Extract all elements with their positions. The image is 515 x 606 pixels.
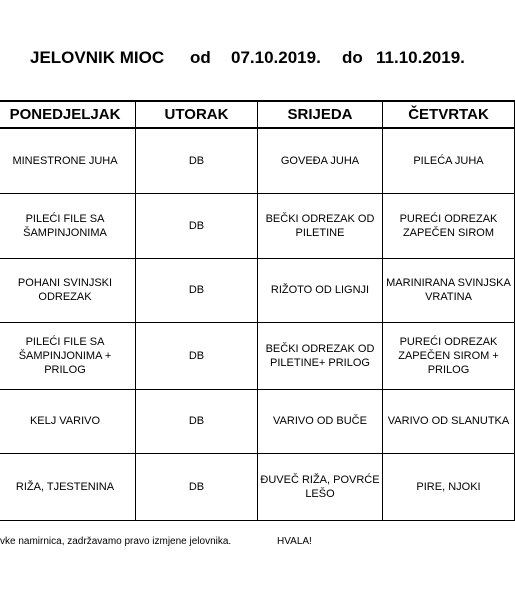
menu-cell: DB <box>136 453 258 520</box>
table-row <box>0 193 515 258</box>
menu-cell: KELJ VARIVO <box>0 389 136 453</box>
menu-cell: DB <box>136 322 258 389</box>
title-date-to: 11.10.2019. <box>376 48 465 67</box>
menu-cell: RIŽA, TJESTENINA <box>0 453 136 520</box>
menu-cell: POHANI SVINJSKI ODREZAK <box>0 258 136 322</box>
table-row <box>0 258 515 322</box>
menu-cell: MARINIRANA SVINJSKA VRATINA <box>383 258 515 322</box>
footer-text: vke namirnica, zadržavamo pravo izmjene jelovnika. <box>0 536 232 547</box>
title-date-from: 07.10.2019. <box>231 48 321 67</box>
menu-cell: RIŽOTO OD LIGNJI <box>258 258 383 322</box>
col-header-tuesday: UTORAK <box>136 101 258 128</box>
menu-cell: DB <box>136 193 258 258</box>
menu-cell: BEČKI ODREZAK OD PILETINE+ PRILOG <box>258 322 383 389</box>
col-header-thursday: ČETVRTAK <box>383 101 515 128</box>
col-header-wednesday: SRIJEDA <box>258 101 383 128</box>
table-row <box>0 128 515 193</box>
menu-table <box>0 100 515 521</box>
menu-cell: PILEĆI FILE SA ŠAMPINJONIMA <box>0 193 136 258</box>
col-header-monday: PONEDJELJAK <box>0 101 136 128</box>
menu-cell: GOVEĐA JUHA <box>258 128 383 193</box>
menu-cell: DB <box>136 389 258 453</box>
menu-cell: BEČKI ODREZAK OD PILETINE <box>258 193 383 258</box>
title-od: od <box>190 48 211 67</box>
menu-cell: VARIVO OD SLANUTKA <box>383 389 515 453</box>
menu-title <box>0 48 474 72</box>
menu-cell: DB <box>136 128 258 193</box>
table-row <box>0 453 515 520</box>
menu-cell: PIRE, NJOKI <box>383 453 515 520</box>
menu-cell: ĐUVEČ RIŽA, POVRĆE LEŠO <box>258 453 383 520</box>
header-row <box>0 101 515 128</box>
menu-cell: PILEĆI FILE SA ŠAMPINJONIMA + PRILOG <box>0 322 136 389</box>
menu-cell: DB <box>136 258 258 322</box>
menu-cell: PILEĆA JUHA <box>383 128 515 193</box>
menu-cell: VARIVO OD BUČE <box>258 389 383 453</box>
menu-cell: PUREĆI ODREZAK ZAPEČEN SIROM <box>383 193 515 258</box>
table-row <box>0 389 515 453</box>
footer-thanks: HVALA! <box>277 536 312 547</box>
menu-cell: PUREĆI ODREZAK ZAPEČEN SIROM + PRILOG <box>383 322 515 389</box>
menu-cell: MINESTRONE JUHA <box>0 128 136 193</box>
title-name: JELOVNIK MIOC <box>30 48 165 67</box>
table-row <box>0 322 515 389</box>
title-do: do <box>342 48 363 67</box>
